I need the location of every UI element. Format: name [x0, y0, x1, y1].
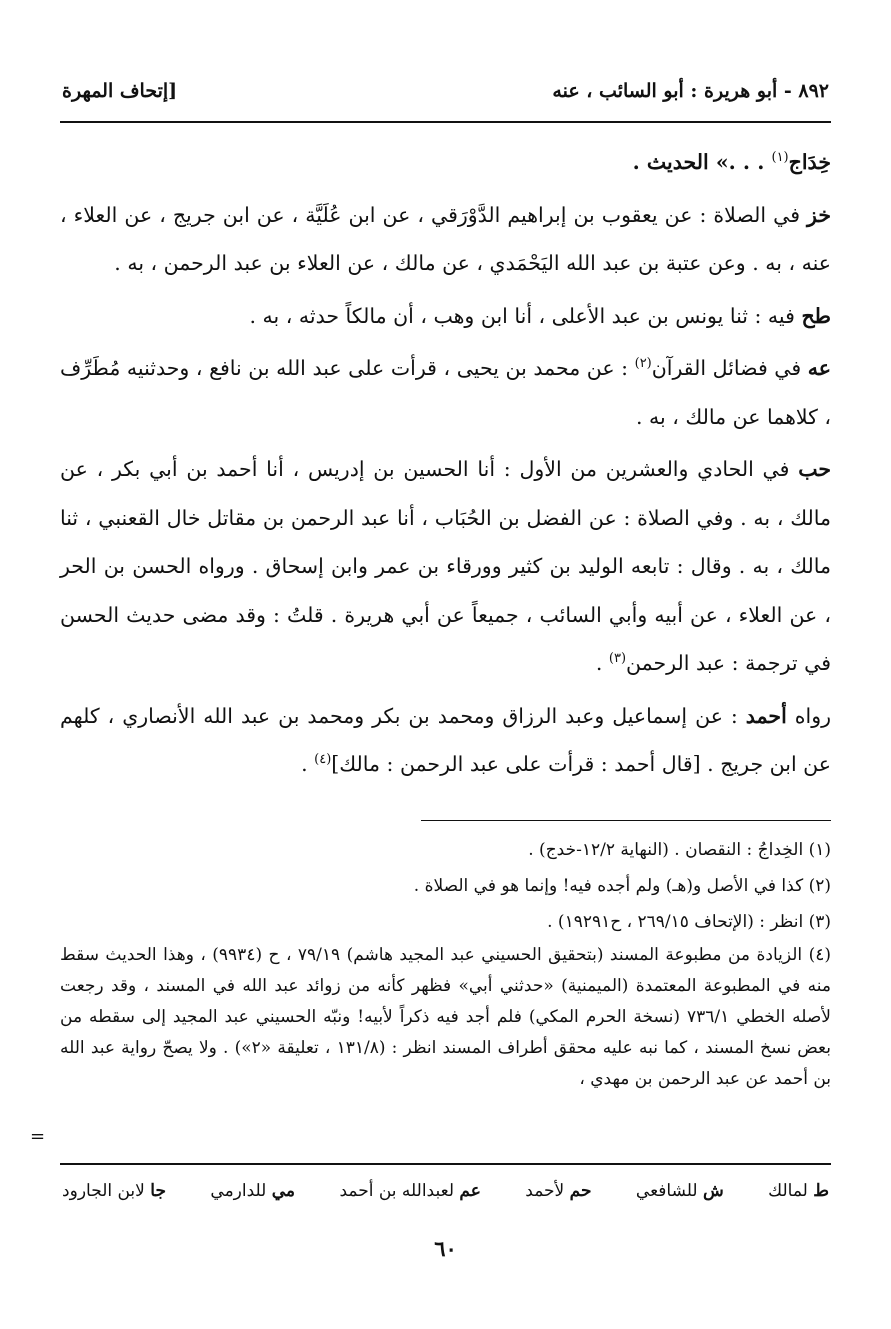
siglum: عه — [807, 356, 831, 380]
footnote-1: (١) الخِداجُ : النقصان . (النهاية ١٢/٢-خدج) . — [528, 840, 831, 860]
paragraph-1: خِدَاج$^{(١)}$ . . .» الحديث . — [632, 150, 831, 174]
siglum-key-item: عم لعبدالله بن أحمد — [339, 1181, 481, 1201]
header-rule — [60, 121, 831, 123]
siglum-key-item: جا لابن الجارود — [62, 1181, 166, 1201]
sigla-key — [62, 1174, 829, 1208]
siglum: حب — [798, 457, 831, 481]
siglum-key-item: مي للدارمي — [210, 1181, 296, 1201]
footnote-3: (٣) انظر : (الإتحاف ٢٦٩/١٥ ، ح١٩٢٩١) . — [547, 912, 831, 932]
siglum: أحمد — [745, 703, 787, 728]
siglum: طح — [801, 303, 831, 328]
paragraph-tah: طح فيه : ثنا يونس بن عبد الأعلى ، أنا ابن وهب ، أن مالكاً حدثه ، به . — [249, 303, 831, 328]
sigla-rule — [60, 1163, 831, 1165]
footnotes — [60, 832, 831, 1095]
siglum-key-item: حم لأحمد — [525, 1181, 592, 1201]
footnote-4: (٤) الزيادة من مطبوعة المسند (بتحقيق الحسيني عبد المجيد هاشم) ٧٩/١٩ ، ح (٩٩٣٤) ، وهذا الحديث سقط منه في المطبوعة المعتمدة (الميمنية) «حدثني أبي» فظهر كأنه من زوائد عبد الله في المسند ، وقد رجعت لأصله الخطي ٧٣٦/١ (نسخة الحرم المكي) فلم أجد فيه ذكراً لأبيه! ونبّه الحسيني عبد المجيد إلى سقطه من بعض نسخ المسند ، كما نبه عليه محقق أطراف المسند انظر : (١٣١/٨ ، تعليقة «٢») . ولا يصحّ رواية عبد الله بن أحمد عن عبد الرحمن بن مهدي ، — [60, 945, 832, 1089]
running-header — [62, 74, 829, 108]
footnote-ref-2: (٢) — [634, 356, 652, 372]
paragraph-ahmad: رواه أحمد : عن إسماعيل وعبد الرزاق ومحمد بن بكر ومحمد بن عبد الله الأنصاري ، كلهم عن ابن جريج . [قال أحمد : قرأت على عبد الرحمن : مالك]$^{(٤)}$ . — [60, 703, 831, 776]
main-text — [60, 138, 831, 793]
footnote-2: (٢) كذا في الأصل و(هـ) ولم أجده فيه! وإنما هو في الصلاة . — [413, 876, 831, 896]
paragraph-ah: عه في فضائل القرآن$^{(٢)}$ : عن محمد بن يحيى ، قرأت على عبد الله بن نافع ، وحدثنيه مُطَرِّف ، كلاهما عن مالك ، به . — [60, 356, 831, 429]
header-hadith-title: ٨٩٢ - أبو هريرة : أبو السائب ، عنه — [552, 80, 829, 102]
footnote-ref-3: (٣) — [608, 651, 627, 667]
siglum: خز — [807, 202, 831, 227]
page-number: ٦٠ — [434, 1236, 457, 1261]
siglum-key-item: ط لمالك — [768, 1181, 829, 1201]
footnote-ref-4: (٤) — [314, 752, 332, 768]
footnote-ref-1: (١) — [771, 150, 789, 166]
continuation-mark: = — [30, 1126, 46, 1147]
footnote-rule — [421, 820, 831, 821]
paragraph-khz: خز في الصلاة : عن يعقوب بن إبراهيم الدَّوْرَقي ، عن ابن عُلَيَّة ، عن ابن جريج ، عن العلاء ، عنه ، به . وعن عتبة بن عبد الله اليَحْمَدي ، عن مالك ، عن العلاء بن عبد الرحمن ، به . — [60, 202, 831, 275]
header-book-title: [إتحاف المهرة — [62, 80, 178, 102]
siglum-key-item: ش للشافعي — [635, 1181, 724, 1201]
paragraph-hb: حب في الحادي والعشرين من الأول : أنا الحسين بن إدريس ، أنا أحمد بن أبي بكر ، عن مالك ، به . وفي الصلاة : عن الفضل بن الحُبَاب ، أنا عبد الرحمن بن مقاتل خال القعنبي ، ثنا مالك ، به . وقال : تابعه الوليد بن كثير وورقاء بن عمر وابن إسحاق . ورواه الحسن بن الحر ، عن العلاء ، عن أبيه وأبي السائب ، جميعاً عن أبي هريرة . قلتُ : وقد مضى حديث الحسن في ترجمة : عبد الرحمن$^{(٣)}$ . — [60, 457, 831, 675]
